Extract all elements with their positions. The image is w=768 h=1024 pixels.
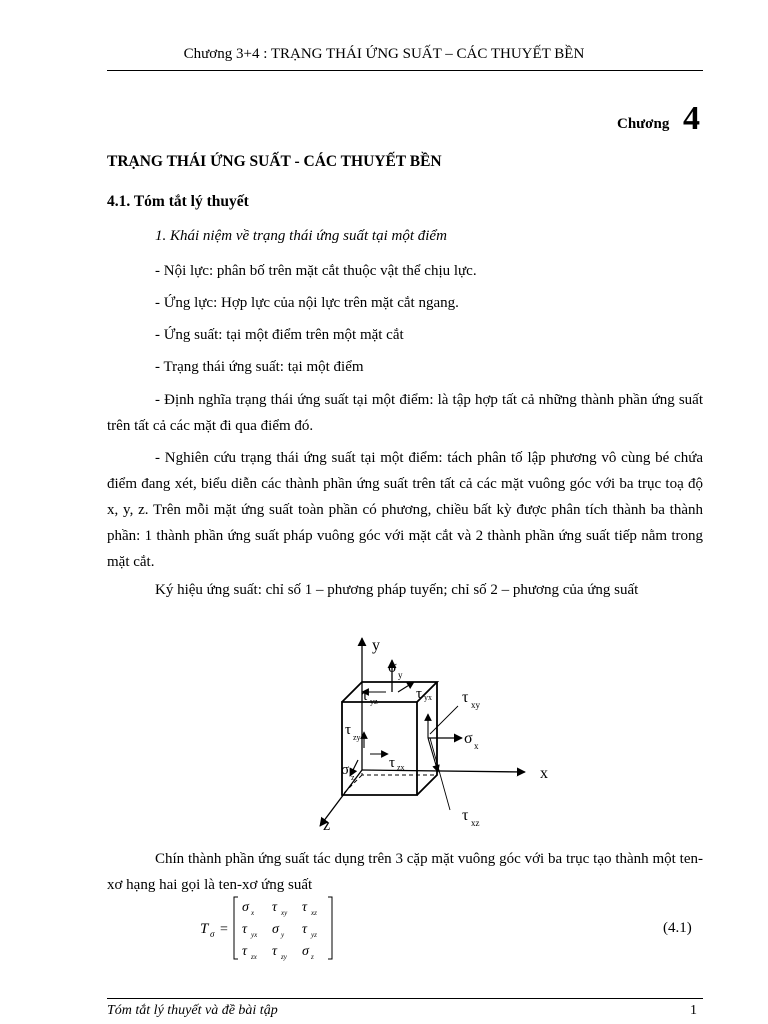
sigma-y-subscript: y [398, 670, 403, 680]
matrix-subscript: zx [251, 953, 257, 961]
tau-zy-symbol: τ [345, 722, 352, 738]
matrix-symbol: τ [242, 922, 248, 937]
matrix-subscript: yz [311, 931, 317, 939]
matrix-subscript: xy [281, 909, 288, 917]
matrix-symbol: τ [302, 900, 308, 915]
header-rule [107, 70, 703, 71]
paragraph-notation: Ký hiệu ứng suất: chỉ số 1 – phương pháp tuyến; chỉ số 2 – phương của ứng suất [155, 582, 639, 598]
subsection-heading: 1. Khái niệm về trạng thái ứng suất tại một điểm [155, 228, 447, 244]
tau-xy-subscript: xy [471, 700, 480, 710]
item-internal-force: - Nội lực: phân bố trên mặt cắt thuộc vật thể chịu lực. [155, 263, 477, 279]
tau-zx-symbol: τ [389, 755, 396, 771]
tensor-symbol: T [200, 921, 209, 937]
sigma-x-subscript: x [474, 741, 479, 751]
matrix-subscript: yx [251, 931, 258, 939]
matrix-symbol: τ [272, 900, 278, 915]
axis-z-label: z [323, 817, 331, 830]
axis-y-label: y [372, 637, 380, 654]
matrix-cells [242, 900, 317, 961]
tau-yx-symbol: τ [416, 686, 423, 702]
matrix-symbol: τ [302, 922, 308, 937]
matrix-subscript: x [251, 909, 255, 917]
item-stress-state: - Trạng thái ứng suất: tại một điểm [155, 359, 364, 375]
tau-yz-subscript: yz [370, 697, 378, 706]
item-resultant-force: - Ứng lực: Hợp lực của nội lực trên mặt cắt ngang. [155, 295, 459, 311]
item-stress: - Ứng suất: tại một điểm trên một mặt cắt [155, 327, 404, 343]
chapter-label: Chương [617, 116, 670, 132]
paragraph-study: - Nghiên cứu trạng thái ứng suất tại một điểm: tách phân tố lập phương vô cùng bé chứa điểm đang xét, biểu diễn các thành phần ứng suất trên tất cả các mặt vuông góc với ba trục toạ độ x, y, z. Trên mỗi mặt ứng suất toàn phần có phương, chiều bất kỳ được phân tích thành ba thành phần: 1 thành phần ứng suất pháp vuông góc với mặt cắt và 2 thành phần ứng suất tiếp nằm trong mặt cắt. [107, 450, 703, 570]
section-heading: 4.1. Tóm tắt lý thuyết [107, 193, 249, 210]
chapter-title: TRẠNG THÁI ỨNG SUẤT - CÁC THUYẾT BỀN [107, 153, 442, 170]
matrix-symbol: τ [242, 944, 248, 959]
stress-element-figure [290, 630, 560, 830]
tau-xy-symbol: τ [462, 689, 469, 706]
matrix-subscript: zy [281, 953, 287, 961]
tau-yx-subscript: yx [424, 693, 432, 702]
sigma-z-subscript: z [351, 773, 355, 782]
matrix-symbol: σ [242, 900, 249, 915]
tau-zy-subscript: zy [353, 733, 361, 742]
paragraph-definition: - Định nghĩa trạng thái ứng suất tại một điểm: là tập hợp tất cả những thành phần ứng suất trên tất cả các mặt đi qua điểm đó. [107, 392, 703, 434]
x-axis [362, 770, 525, 772]
axis-x-label: x [540, 765, 548, 782]
matrix-symbol: σ [302, 944, 309, 959]
matrix-symbol: σ [272, 922, 279, 937]
page-number: 1 [690, 1003, 697, 1018]
sigma-z-symbol: σ [341, 762, 350, 778]
chapter-number: 4 [683, 100, 700, 137]
running-header: Chương 3+4 : TRẠNG THÁI ỨNG SUẤT – CÁC THUYẾT BỀN [183, 46, 585, 62]
tau-xz-subscript: xz [471, 818, 480, 828]
equation-number: (4.1) [663, 920, 692, 936]
footer-text: Tóm tắt lý thuyết và đề bài tập [107, 1003, 278, 1018]
matrix-subscript: y [281, 931, 285, 939]
tau-zx-subscript: zx [397, 763, 405, 772]
matrix-subscript: xz [311, 909, 317, 917]
footer-rule [107, 998, 703, 999]
tensor-subscript: σ [210, 929, 215, 939]
sigma-x-symbol: σ [464, 730, 473, 747]
tau-yz-symbol: τ [362, 688, 369, 704]
sigma-y-symbol: σ [388, 659, 397, 676]
matrix-subscript: z [311, 953, 314, 961]
matrix-symbol: τ [272, 944, 278, 959]
paragraph-nine-components: Chín thành phần ứng suất tác dụng trên 3 cặp mặt vuông góc với ba trục tạo thành một ten-xơ hạng hai gọi là ten-xơ ứng suất [107, 851, 703, 893]
tau-xz-symbol: τ [462, 807, 469, 824]
equals-sign: = [220, 922, 228, 937]
stress-tensor-matrix [200, 893, 340, 963]
